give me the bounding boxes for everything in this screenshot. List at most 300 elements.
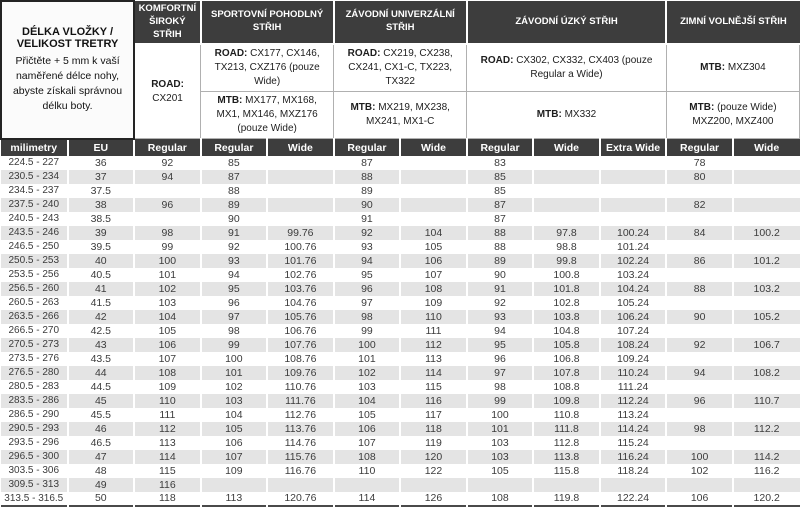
cell-millimeters: 296.5 - 300	[1, 450, 68, 464]
cell-eu-size: 44	[68, 366, 135, 380]
cell-width-value: 92	[334, 226, 401, 240]
cell-width-value: 103.24	[600, 268, 667, 282]
cell-width-value: 126	[400, 492, 467, 506]
cell-width-value: 88	[666, 282, 733, 296]
cell-eu-size: 37	[68, 170, 135, 184]
category-zavodni-univerzalni: ZÁVODNÍ UNIVERZÁLNÍ STŘIH	[334, 1, 467, 44]
models-zavodni-univerzalni-mtb	[334, 92, 467, 139]
cell-eu-size: 41.5	[68, 296, 135, 310]
cell-width-value: 108	[400, 282, 467, 296]
table-row	[1, 380, 800, 394]
cell-width-value	[666, 478, 733, 492]
table-row	[1, 212, 800, 226]
cell-width-value: 112.24	[600, 394, 667, 408]
cell-millimeters: 250.5 - 253	[1, 254, 68, 268]
table-row	[1, 254, 800, 268]
cell-width-value: 104.8	[533, 324, 600, 338]
cell-width-value: 114	[134, 450, 201, 464]
cell-width-value: 85	[467, 184, 534, 198]
model-list: MXZ304	[727, 62, 766, 74]
cell-millimeters: 286.5 - 290	[1, 408, 68, 422]
cell-width-value: 103	[134, 296, 201, 310]
col-regular: Regular	[334, 139, 401, 156]
cell-eu-size: 44.5	[68, 380, 135, 394]
cell-width-value: 115	[400, 380, 467, 394]
cell-width-value: 116	[400, 394, 467, 408]
cell-width-value: 92	[467, 296, 534, 310]
cell-width-value: 101	[134, 268, 201, 282]
cell-width-value	[733, 198, 800, 212]
cell-width-value: 88	[467, 226, 534, 240]
cell-width-value	[400, 184, 467, 198]
cell-width-value	[733, 324, 800, 338]
cell-width-value: 99	[334, 324, 401, 338]
cell-eu-size: 39	[68, 226, 135, 240]
cell-width-value: 101.24	[600, 240, 667, 254]
cell-width-value: 105	[400, 240, 467, 254]
cell-width-value: 97	[467, 366, 534, 380]
cell-width-value: 96	[134, 198, 201, 212]
model-list: CX177, CX146, TX213, CXZ176 (pouze Wide)	[214, 48, 320, 88]
table-row	[1, 394, 800, 408]
cell-width-value: 98	[334, 310, 401, 324]
cell-width-value	[733, 296, 800, 310]
cell-width-value: 122	[400, 464, 467, 478]
models-zimni-mtb-1	[666, 44, 799, 92]
table-row	[1, 268, 800, 282]
cell-width-value	[400, 170, 467, 184]
cell-millimeters: 313.5 - 316.5	[1, 492, 68, 506]
cell-width-value: 95	[201, 282, 268, 296]
table-row	[1, 198, 800, 212]
models-zavodni-uzky-road	[467, 44, 667, 92]
cell-width-value: 102	[334, 366, 401, 380]
cell-width-value: 97.8	[533, 226, 600, 240]
cell-eu-size: 47	[68, 450, 135, 464]
cell-width-value: 113	[400, 352, 467, 366]
cell-eu-size: 40	[68, 254, 135, 268]
cell-millimeters: 280.5 - 283	[1, 380, 68, 394]
cell-width-value: 108.8	[533, 380, 600, 394]
cell-width-value: 106.7	[733, 338, 800, 352]
cell-width-value	[267, 156, 334, 170]
cell-millimeters: 309.5 - 313	[1, 478, 68, 492]
cell-width-value: 107.24	[600, 324, 667, 338]
table-row	[1, 226, 800, 240]
cell-width-value	[666, 184, 733, 198]
cell-width-value	[666, 296, 733, 310]
cell-eu-size: 41	[68, 282, 135, 296]
table-row	[1, 422, 800, 436]
cell-width-value: 115.24	[600, 436, 667, 450]
cell-width-value	[666, 268, 733, 282]
cell-width-value	[733, 436, 800, 450]
table-row	[1, 450, 800, 464]
cell-width-value	[733, 212, 800, 226]
cell-width-value: 103.8	[533, 310, 600, 324]
models-zimni-mtb-2	[666, 92, 799, 139]
cell-eu-size: 40.5	[68, 268, 135, 282]
cell-width-value: 105.76	[267, 310, 334, 324]
cell-millimeters: 234.5 - 237	[1, 184, 68, 198]
cell-width-value: 105	[334, 408, 401, 422]
cell-width-value: 87	[467, 212, 534, 226]
cell-width-value: 103	[467, 450, 534, 464]
cell-width-value: 105.24	[600, 296, 667, 310]
category-row	[1, 1, 800, 44]
cell-width-value: 108	[134, 366, 201, 380]
cell-width-value	[533, 156, 600, 170]
cell-width-value	[400, 198, 467, 212]
cell-width-value: 115.8	[533, 464, 600, 478]
cell-width-value: 110.24	[600, 366, 667, 380]
cell-width-value: 108	[334, 450, 401, 464]
table-row	[1, 492, 800, 506]
cell-millimeters: 240.5 - 243	[1, 212, 68, 226]
cell-width-value: 113.24	[600, 408, 667, 422]
cell-width-value	[400, 156, 467, 170]
cell-width-value	[666, 324, 733, 338]
cell-width-value	[267, 184, 334, 198]
cell-width-value: 96	[467, 352, 534, 366]
cell-width-value	[733, 380, 800, 394]
cell-width-value: 113.8	[533, 450, 600, 464]
col-regular: Regular	[134, 139, 201, 156]
cell-width-value	[201, 478, 268, 492]
cell-width-value: 96	[201, 296, 268, 310]
cell-width-value	[267, 198, 334, 212]
cell-width-value	[533, 184, 600, 198]
cell-width-value: 120	[400, 450, 467, 464]
cell-width-value	[733, 184, 800, 198]
cell-width-value: 88	[201, 184, 268, 198]
table-row	[1, 170, 800, 184]
cell-width-value: 100.2	[733, 226, 800, 240]
cell-width-value: 105	[467, 464, 534, 478]
table-row	[1, 366, 800, 380]
cell-width-value: 96	[666, 394, 733, 408]
size-chart-header	[1, 1, 800, 156]
cell-width-value	[267, 170, 334, 184]
cell-width-value: 109.24	[600, 352, 667, 366]
models-sportovni-road	[201, 44, 334, 92]
cell-width-value	[733, 240, 800, 254]
cell-width-value: 97	[334, 296, 401, 310]
cell-width-value: 102.24	[600, 254, 667, 268]
cell-width-value: 99	[201, 338, 268, 352]
cell-millimeters: 303.5 - 306	[1, 464, 68, 478]
models-zavodni-univerzalni-road	[334, 44, 467, 92]
cell-width-value: 82	[666, 198, 733, 212]
cell-width-value: 101	[334, 352, 401, 366]
cell-eu-size: 42	[68, 310, 135, 324]
col-milimetry: milimetry	[1, 139, 68, 156]
model-label: MTB:	[217, 95, 243, 107]
col-wide: Wide	[267, 139, 334, 156]
cell-width-value: 119.8	[533, 492, 600, 506]
cell-width-value: 103.76	[267, 282, 334, 296]
cell-eu-size: 46.5	[68, 436, 135, 450]
cell-width-value	[334, 478, 401, 492]
cell-width-value: 113	[134, 436, 201, 450]
cell-millimeters: 293.5 - 296	[1, 436, 68, 450]
cell-width-value: 107	[134, 352, 201, 366]
cell-width-value: 112.76	[267, 408, 334, 422]
col-wide: Wide	[533, 139, 600, 156]
cell-width-value	[533, 170, 600, 184]
cell-width-value: 112	[400, 338, 467, 352]
cell-width-value	[733, 408, 800, 422]
cell-width-value: 109	[201, 464, 268, 478]
cell-width-value	[733, 268, 800, 282]
cell-eu-size: 49	[68, 478, 135, 492]
cell-width-value: 110.7	[733, 394, 800, 408]
cell-width-value	[666, 212, 733, 226]
cell-eu-size: 38.5	[68, 212, 135, 226]
cell-width-value	[467, 478, 534, 492]
cell-width-value: 102	[134, 282, 201, 296]
table-row	[1, 478, 800, 492]
cell-millimeters: 290.5 - 293	[1, 422, 68, 436]
cell-width-value: 114.76	[267, 436, 334, 450]
cell-width-value: 104	[400, 226, 467, 240]
cell-eu-size: 43	[68, 338, 135, 352]
cell-width-value: 118	[134, 492, 201, 506]
cell-width-value	[600, 198, 667, 212]
cell-width-value: 106	[134, 338, 201, 352]
cell-millimeters: 256.5 - 260	[1, 282, 68, 296]
category-zimni: ZIMNÍ VOLNĚJŠÍ STŘIH	[666, 1, 799, 44]
cell-width-value: 98	[134, 226, 201, 240]
cell-width-value: 98	[666, 422, 733, 436]
category-zavodni-uzky: ZÁVODNÍ ÚZKÝ STŘIH	[467, 1, 667, 44]
cell-millimeters: 283.5 - 286	[1, 394, 68, 408]
cell-eu-size: 43.5	[68, 352, 135, 366]
cell-width-value: 106.8	[533, 352, 600, 366]
cell-width-value: 101	[467, 422, 534, 436]
cell-eu-size: 48	[68, 464, 135, 478]
model-label: MTB:	[689, 102, 715, 114]
table-row	[1, 296, 800, 310]
cell-width-value: 102	[201, 380, 268, 394]
cell-width-value: 91	[334, 212, 401, 226]
cell-width-value	[733, 170, 800, 184]
cell-width-value: 99	[134, 240, 201, 254]
cell-eu-size: 46	[68, 422, 135, 436]
cell-width-value: 108.76	[267, 352, 334, 366]
models-zavodni-uzky-mtb	[467, 92, 667, 139]
table-row	[1, 184, 800, 198]
cell-width-value: 112.8	[533, 436, 600, 450]
cell-width-value: 115.76	[267, 450, 334, 464]
cell-width-value: 94	[334, 254, 401, 268]
cell-width-value: 93	[334, 240, 401, 254]
cell-width-value: 90	[334, 198, 401, 212]
cell-width-value	[400, 212, 467, 226]
cell-width-value: 109	[400, 296, 467, 310]
cell-width-value: 114	[400, 366, 467, 380]
models-komfortni	[134, 44, 201, 139]
cell-millimeters: 270.5 - 273	[1, 338, 68, 352]
cell-millimeters: 230.5 - 234	[1, 170, 68, 184]
cell-width-value: 100	[467, 408, 534, 422]
cell-width-value	[134, 184, 201, 198]
intro-title: DÉLKA VLOŽKY / VELIKOST TRETRY	[16, 25, 119, 50]
cell-width-value: 100	[666, 450, 733, 464]
col-regular: Regular	[467, 139, 534, 156]
cell-millimeters: 243.5 - 246	[1, 226, 68, 240]
cell-width-value: 78	[666, 156, 733, 170]
table-row	[1, 324, 800, 338]
cell-width-value: 101.8	[533, 282, 600, 296]
cell-width-value: 113	[201, 492, 268, 506]
intro-body: Přičtěte + 5 mm k vaší naměřené délce nohy, abyste získali správnou délku boty.	[12, 54, 123, 113]
cell-width-value: 107.76	[267, 338, 334, 352]
cell-eu-size: 36	[68, 156, 135, 170]
cell-width-value	[666, 380, 733, 394]
table-row	[1, 240, 800, 254]
cell-width-value: 91	[467, 282, 534, 296]
cell-width-value: 109.76	[267, 366, 334, 380]
cell-width-value: 107	[201, 450, 268, 464]
cell-width-value: 100	[334, 338, 401, 352]
col-wide: Wide	[400, 139, 467, 156]
cell-width-value: 114.24	[600, 422, 667, 436]
cell-width-value	[533, 198, 600, 212]
cell-width-value: 93	[201, 254, 268, 268]
cell-width-value: 102.76	[267, 268, 334, 282]
cell-width-value: 94	[201, 268, 268, 282]
cell-width-value: 106.24	[600, 310, 667, 324]
col-regular: Regular	[666, 139, 733, 156]
cell-width-value: 99.76	[267, 226, 334, 240]
cell-millimeters: 260.5 - 263	[1, 296, 68, 310]
table-row	[1, 464, 800, 478]
cell-width-value	[733, 478, 800, 492]
cell-width-value: 90	[201, 212, 268, 226]
cell-width-value: 108.24	[600, 338, 667, 352]
cell-width-value: 107	[334, 436, 401, 450]
cell-width-value	[600, 156, 667, 170]
cell-width-value: 91	[201, 226, 268, 240]
cell-width-value: 111.8	[533, 422, 600, 436]
model-list: (pouze Wide) MXZ200, MXZ400	[692, 102, 777, 128]
cell-width-value: 100	[134, 254, 201, 268]
cell-width-value: 109.8	[533, 394, 600, 408]
cell-width-value: 115	[134, 464, 201, 478]
cell-millimeters: 253.5 - 256	[1, 268, 68, 282]
cell-width-value: 118.24	[600, 464, 667, 478]
category-sportovni: SPORTOVNÍ POHODLNÝ STŘIH	[201, 1, 334, 44]
cell-width-value: 99.8	[533, 254, 600, 268]
cell-width-value: 89	[201, 198, 268, 212]
cell-width-value: 111.76	[267, 394, 334, 408]
cell-width-value: 102	[666, 464, 733, 478]
cell-width-value: 96	[334, 282, 401, 296]
cell-width-value: 112.2	[733, 422, 800, 436]
cell-eu-size: 45	[68, 394, 135, 408]
cell-width-value: 100.24	[600, 226, 667, 240]
model-list: CX302, CX332, CX403 (pouze Regular a Wide)	[516, 55, 653, 81]
cell-width-value: 101.2	[733, 254, 800, 268]
cell-width-value: 85	[201, 156, 268, 170]
cell-width-value: 80	[666, 170, 733, 184]
cell-width-value: 106.76	[267, 324, 334, 338]
model-list: MX219, MX238, MX241, MX1-C	[366, 102, 450, 128]
cell-width-value	[267, 478, 334, 492]
cell-width-value: 111.24	[600, 380, 667, 394]
cell-width-value	[600, 184, 667, 198]
cell-width-value: 114	[334, 492, 401, 506]
cell-width-value: 92	[666, 338, 733, 352]
cell-width-value	[666, 352, 733, 366]
cell-width-value: 103	[467, 436, 534, 450]
cell-width-value: 108.2	[733, 366, 800, 380]
cell-width-value	[533, 212, 600, 226]
cell-width-value: 116.2	[733, 464, 800, 478]
cell-width-value	[600, 212, 667, 226]
cell-width-value: 89	[467, 254, 534, 268]
cell-width-value: 110	[334, 464, 401, 478]
cell-width-value: 94	[134, 170, 201, 184]
cell-width-value: 110	[134, 394, 201, 408]
table-row	[1, 338, 800, 352]
cell-millimeters: 237.5 - 240	[1, 198, 68, 212]
cell-width-value: 92	[201, 240, 268, 254]
cell-eu-size: 45.5	[68, 408, 135, 422]
cell-width-value: 87	[334, 156, 401, 170]
cell-width-value: 116.24	[600, 450, 667, 464]
cell-eu-size: 38	[68, 198, 135, 212]
cell-millimeters: 276.5 - 280	[1, 366, 68, 380]
model-list: CX201	[152, 92, 183, 104]
cell-millimeters: 273.5 - 276	[1, 352, 68, 366]
cell-width-value: 120.76	[267, 492, 334, 506]
cell-width-value: 110.8	[533, 408, 600, 422]
cell-width-value: 104	[134, 310, 201, 324]
table-row	[1, 436, 800, 450]
cell-width-value: 113.76	[267, 422, 334, 436]
cell-width-value: 105.2	[733, 310, 800, 324]
col-wide: Wide	[733, 139, 800, 156]
cell-width-value: 87	[201, 170, 268, 184]
table-row	[1, 282, 800, 296]
cell-width-value: 84	[666, 226, 733, 240]
cell-width-value: 102.8	[533, 296, 600, 310]
cell-width-value: 122.24	[600, 492, 667, 506]
cell-width-value	[134, 212, 201, 226]
cell-width-value: 106	[400, 254, 467, 268]
cell-width-value: 105	[134, 324, 201, 338]
cell-width-value	[267, 212, 334, 226]
cell-width-value: 95	[334, 268, 401, 282]
cell-width-value: 101.76	[267, 254, 334, 268]
category-komfortni: KOMFORTNÍ ŠIROKÝ STŘIH	[134, 1, 201, 44]
cell-width-value: 90	[666, 310, 733, 324]
table-row	[1, 310, 800, 324]
cell-width-value: 106	[334, 422, 401, 436]
cell-millimeters: 246.5 - 250	[1, 240, 68, 254]
intro-cell	[1, 1, 134, 139]
col-eu: EU	[68, 139, 135, 156]
model-label: ROAD:	[480, 55, 514, 67]
model-label: ROAD:	[151, 78, 184, 90]
cell-width-value: 108	[467, 492, 534, 506]
cell-eu-size: 39.5	[68, 240, 135, 254]
cell-width-value: 101	[201, 366, 268, 380]
cell-width-value: 98.8	[533, 240, 600, 254]
cell-width-value: 107	[400, 268, 467, 282]
